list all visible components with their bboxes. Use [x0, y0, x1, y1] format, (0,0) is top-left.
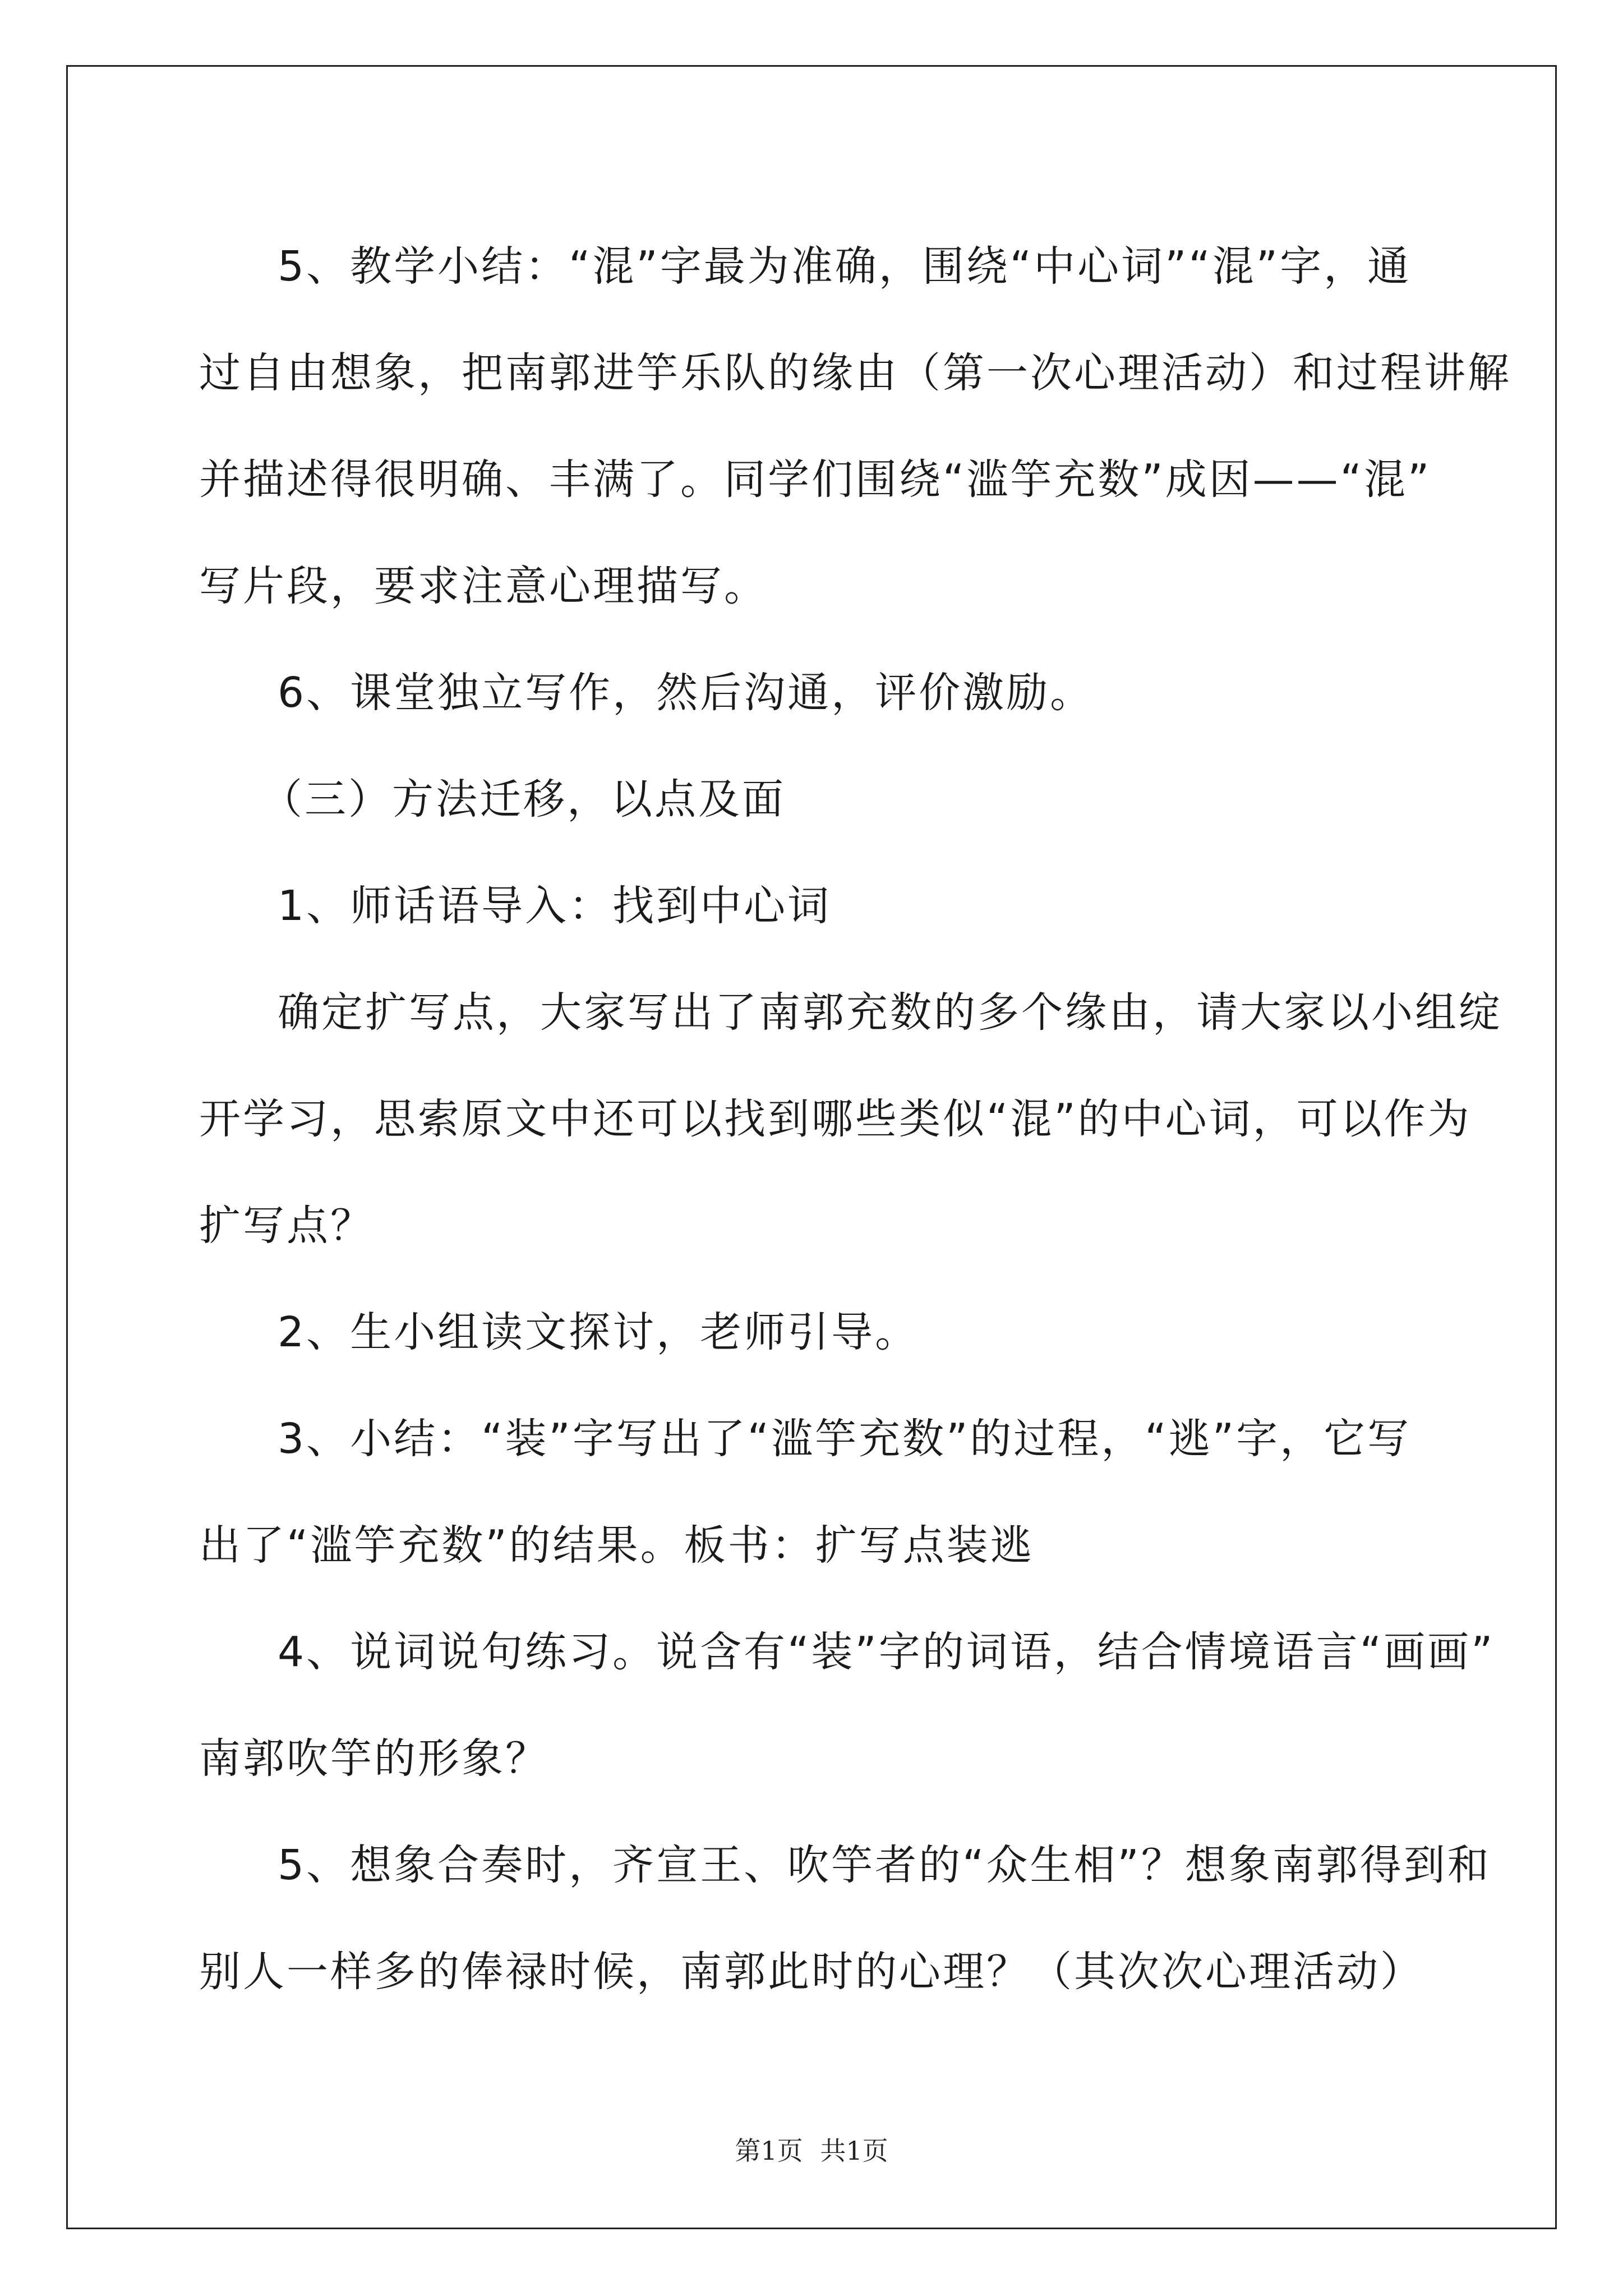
paragraph-line: 南郭吹竽的形象？ [199, 1734, 549, 1783]
paragraph-line: 并描述得很明确、丰满了。同学们围绕“滥竽充数”成因——“混” [199, 455, 1432, 504]
paragraph-line: 5、想象合奏时，齐宣王、吹竽者的“众生相”？想象南郭得到和 [278, 1841, 1491, 1889]
paragraph-line: 确定扩写点，大家写出了南郭充数的多个缘由，请大家以小组绽 [278, 988, 1502, 1037]
paragraph-line: 开学习，思索原文中还可以找到哪些类似“混”的中心词，可以作为 [199, 1095, 1472, 1143]
section-heading: （三）方法迁移，以点及面 [261, 775, 786, 823]
paragraph-line: 6、课堂独立写作，然后沟通，评价激励。 [278, 669, 1094, 717]
paragraph-line: 扩写点？ [199, 1202, 374, 1250]
paragraph-line: 过自由想象，把南郭进竽乐队的缘由（第一次心理活动）和过程讲解 [199, 349, 1511, 397]
page-footer [0, 2131, 1623, 2168]
document-body [199, 213, 1511, 2025]
paragraph-line: 出了“滥竽充数”的结果。板书：扩写点装逃 [199, 1521, 1034, 1570]
paragraph-line: 1、师话语导入：找到中心词 [278, 882, 832, 930]
paragraph-line: 5、教学小结：“混”字最为准确，围绕“中心词”“混”字，通 [278, 242, 1412, 291]
paragraph-line: 4、说词说句练习。说含有“装”字的词语，结合情境语言“画画” [278, 1628, 1495, 1676]
page-number-total: 共1页 [820, 2136, 888, 2166]
page-number-current: 第1页 [735, 2136, 803, 2166]
paragraph-line: 写片段，要求注意心理描写。 [199, 562, 768, 610]
paragraph-line: 别人一样多的俸禄时候，南郭此时的心理？（其次次心理活动） [199, 1948, 1424, 1996]
paragraph-line: 3、小结：“装”字写出了“滥竽充数”的过程，“逃”字，它写 [278, 1415, 1412, 1463]
paragraph-line: 2、生小组读文探讨，老师引导。 [278, 1308, 919, 1356]
